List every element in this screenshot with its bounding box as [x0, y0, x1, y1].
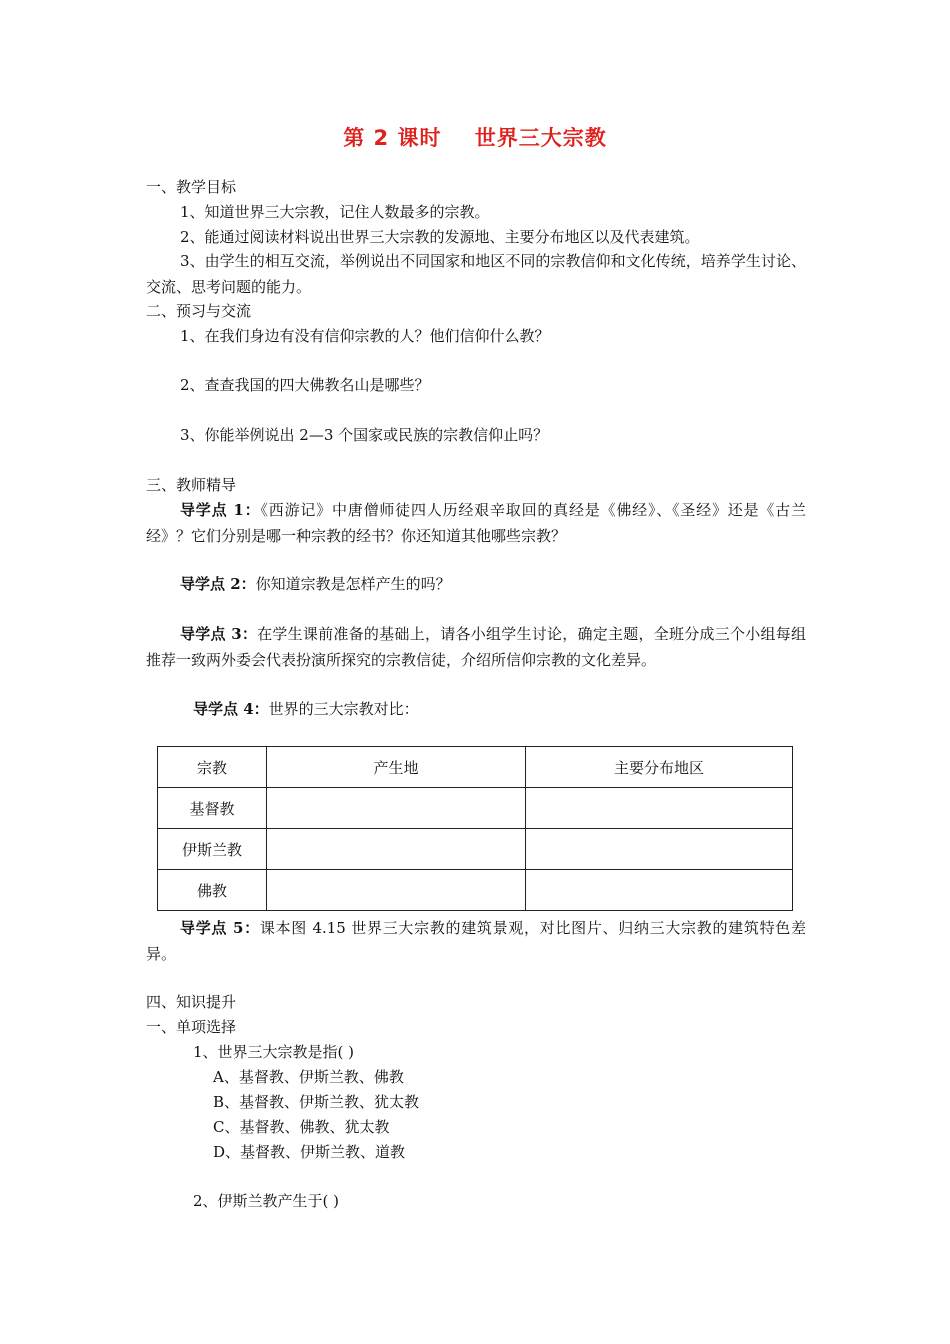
- page-title: 第 2 课时 世界三大宗教: [343, 126, 607, 150]
- table-cell: [267, 870, 526, 911]
- table-row: [158, 788, 793, 829]
- table-cell: [526, 870, 793, 911]
- guide-label: 导学点 3：: [180, 625, 258, 643]
- guide-point-3: [146, 621, 806, 673]
- quiz-heading: 一、单项选择: [146, 1018, 237, 1036]
- section-heading-improve: 四、知识提升: [146, 993, 237, 1011]
- guide-point-5: [146, 915, 806, 967]
- section-heading-guide: 三、教师精导: [146, 476, 237, 494]
- quiz-question-1: 1、世界三大宗教是指( ): [193, 1043, 355, 1061]
- preview-question: 2、查查我国的四大佛教名山是哪些？: [180, 376, 430, 394]
- guide-label: 导学点 2：: [180, 575, 256, 593]
- table-cell: [526, 829, 793, 870]
- guide-label: 导学点 4：: [193, 700, 269, 718]
- goal-item: 1、知道世界三大宗教，记住人数最多的宗教。: [180, 203, 490, 221]
- quiz-option: B、基督教、伊斯兰教、犹太教: [213, 1093, 420, 1111]
- guide-point-1: [146, 497, 806, 549]
- guide-point-4: [193, 699, 419, 719]
- table-row: [158, 829, 793, 870]
- guide-text: 《西游记》中唐僧师徒四人历经艰辛取回的真经是《佛经》、《圣经》还是《古兰经》？它们分别是哪一种宗教的经书？你还知道其他哪些宗教？: [146, 501, 806, 545]
- table-header-cell: 产生地: [267, 747, 526, 788]
- religion-comparison-table: [157, 746, 793, 911]
- guide-text: 在学生课前准备的基础上，请各小组学生讨论，确定主题，全班分成三个小组每组推荐一致两外委会代表扮演所探究的宗教信徒，介绍所信仰宗教的文化差异。: [146, 625, 806, 669]
- table-cell: 佛教: [158, 870, 267, 911]
- table-header-row: [158, 747, 793, 788]
- section-heading-goals: 一、教学目标: [146, 178, 237, 196]
- table-cell: [526, 788, 793, 829]
- quiz-option: A、基督教、伊斯兰教、佛教: [213, 1068, 404, 1086]
- quiz-option: C、基督教、佛教、犹太教: [213, 1118, 390, 1136]
- table-row: [158, 870, 793, 911]
- guide-label: 导学点 1：: [180, 501, 261, 519]
- goal-item: 2、能通过阅读材料说出世界三大宗教的发源地、主要分布地区以及代表建筑。: [180, 228, 700, 246]
- section-heading-preview: 二、预习与交流: [146, 302, 252, 320]
- table-cell: [267, 829, 526, 870]
- goal-item: 3、由学生的相互交流，举例说出不同国家和地区不同的宗教信仰和文化传统，培养学生讨论、交流、思考问题的能力。: [146, 252, 806, 296]
- guide-text: 你知道宗教是怎样产生的吗？: [255, 575, 451, 593]
- preview-question: 1、在我们身边有没有信仰宗教的人？他们信仰什么教？: [180, 327, 550, 345]
- table-cell: 伊斯兰教: [158, 829, 267, 870]
- table-header-cell: 宗教: [158, 747, 267, 788]
- quiz-question-2: 2、伊斯兰教产生于( ): [193, 1192, 340, 1210]
- guide-point-2: [180, 574, 451, 594]
- table-header-cell: 主要分布地区: [526, 747, 793, 788]
- guide-label: 导学点 5：: [180, 919, 260, 937]
- guide-text: 世界的三大宗教对比：: [268, 700, 419, 718]
- quiz-option: D、基督教、伊斯兰教、道教: [213, 1143, 406, 1161]
- guide-text: 课本图 4.15 世界三大宗教的建筑景观，对比图片、归纳三大宗教的建筑特色差异。: [146, 919, 806, 963]
- preview-question: 3、你能举例说出 2—3 个国家或民族的宗教信仰止吗？: [180, 426, 549, 444]
- table-cell: [267, 788, 526, 829]
- table-cell: 基督教: [158, 788, 267, 829]
